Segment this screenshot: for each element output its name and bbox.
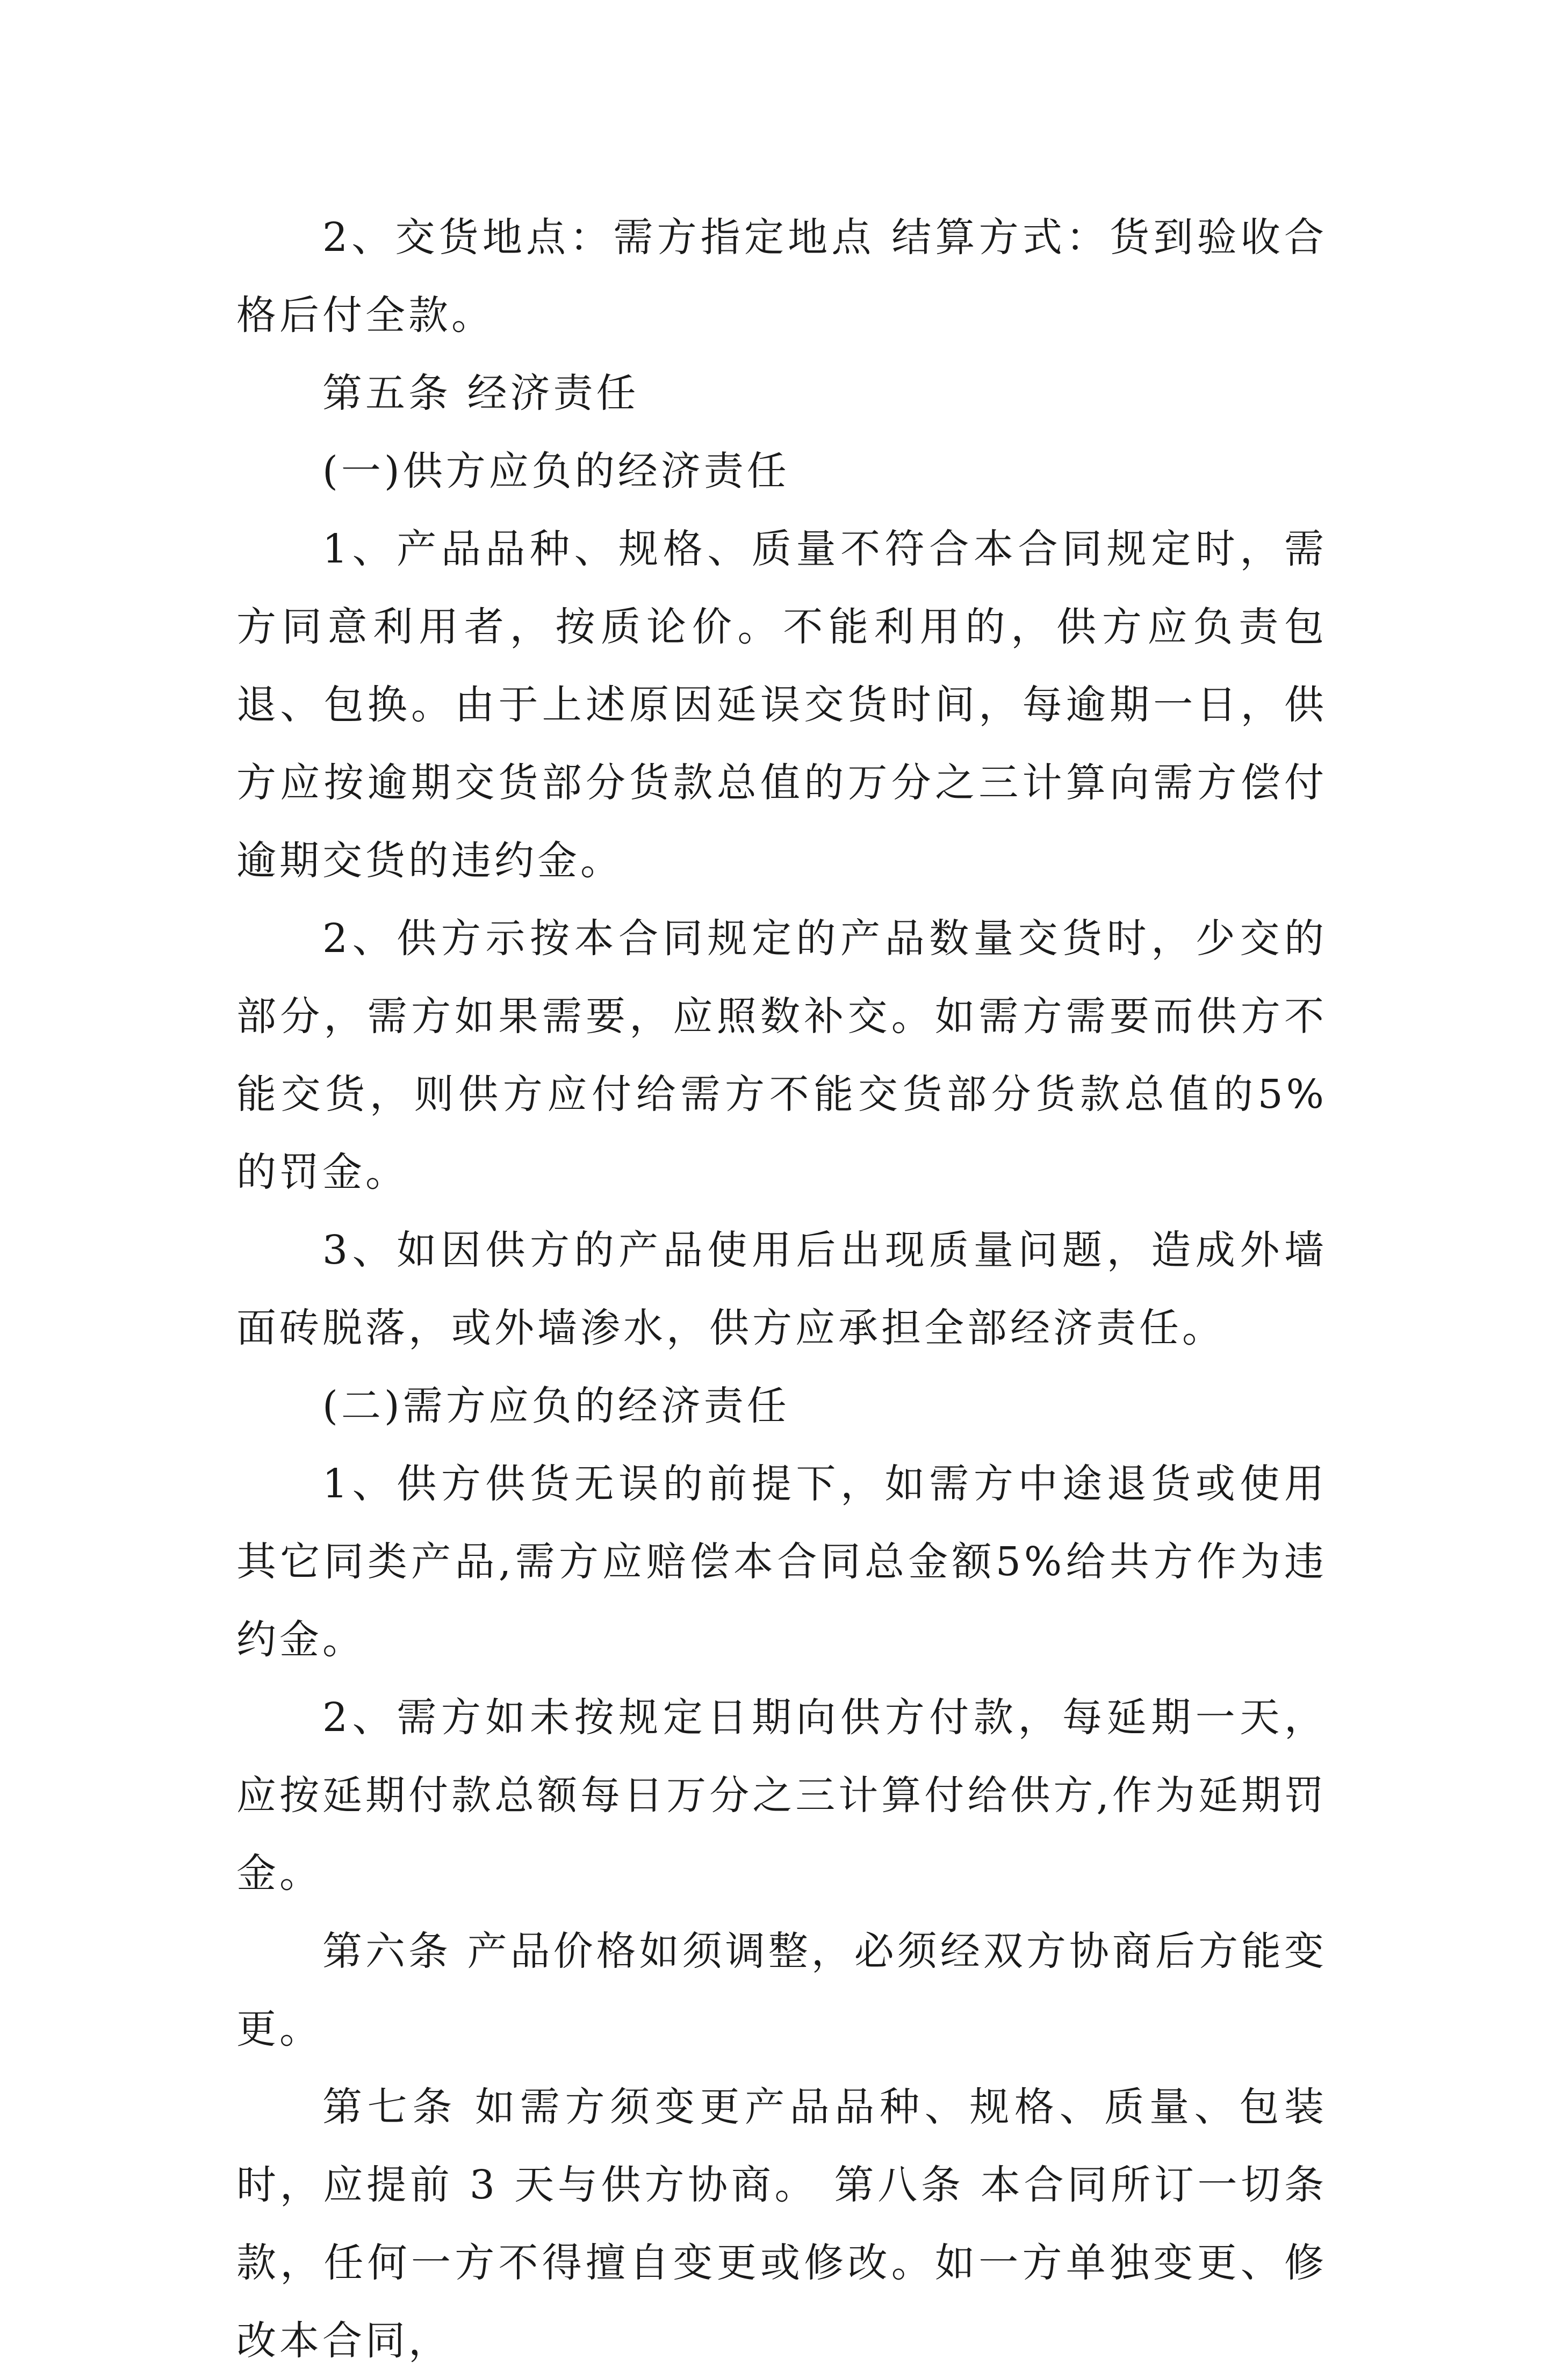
article-6: 第六条 产品价格如须调整，必须经双方协商后方能变更。 xyxy=(236,1928,1327,2052)
supplier-liability-item-2: 2、供方示按本合同规定的产品数量交货时，少交的部分，需方如果需要，应照数补交。如需方需要而供方不能交货，则供方应付给需方不能交货部分货款总值的5%的罚金。 xyxy=(236,915,1327,1195)
buyer-liability-heading: (二)需方应负的经济责任 xyxy=(322,1383,790,1429)
supplier-liability-heading: (一)供方应负的经济责任 xyxy=(322,448,790,494)
article-7-8: 第七条 如需方须变更产品品种、规格、质量、包装时，应提前 3 天与供方协商。 第八条 本合同所订一切条款，任何一方不得擅自变更或修改。如一方单独变更、修改本合同， xyxy=(236,2084,1327,2364)
supplier-liability-item-1: 1、产品品种、规格、质量不符合本合同规定时，需方同意利用者，按质论价。不能利用的，供方应负责包退、包换。由于上述原因延误交货时间，每逾期一日，供方应按逾期交货部分货款总值的万分之三计算向需方偿付逾期交货的违约金。 xyxy=(236,526,1327,884)
article-5-heading: 第五条 经济责任 xyxy=(322,370,639,416)
buyer-liability-item-1: 1、供方供货无误的前提下，如需方中途退货或使用其它同类产品,需方应赔偿本合同总金额5%给共方作为违约金。 xyxy=(236,1461,1327,1663)
paragraph-delivery-location: 2、交货地点：需方指定地点 结算方式：货到验收合格后付全款。 xyxy=(236,214,1327,338)
contract-body xyxy=(236,199,1327,2380)
buyer-liability-item-2: 2、需方如未按规定日期向供方付款，每延期一天，应按延期付款总额每日万分之三计算付给供方,作为延期罚金。 xyxy=(236,1694,1327,1896)
supplier-liability-item-3: 3、如因供方的产品使用后出现质量问题，造成外墙面砖脱落，或外墙渗水，供方应承担全部经济责任。 xyxy=(236,1227,1327,1351)
